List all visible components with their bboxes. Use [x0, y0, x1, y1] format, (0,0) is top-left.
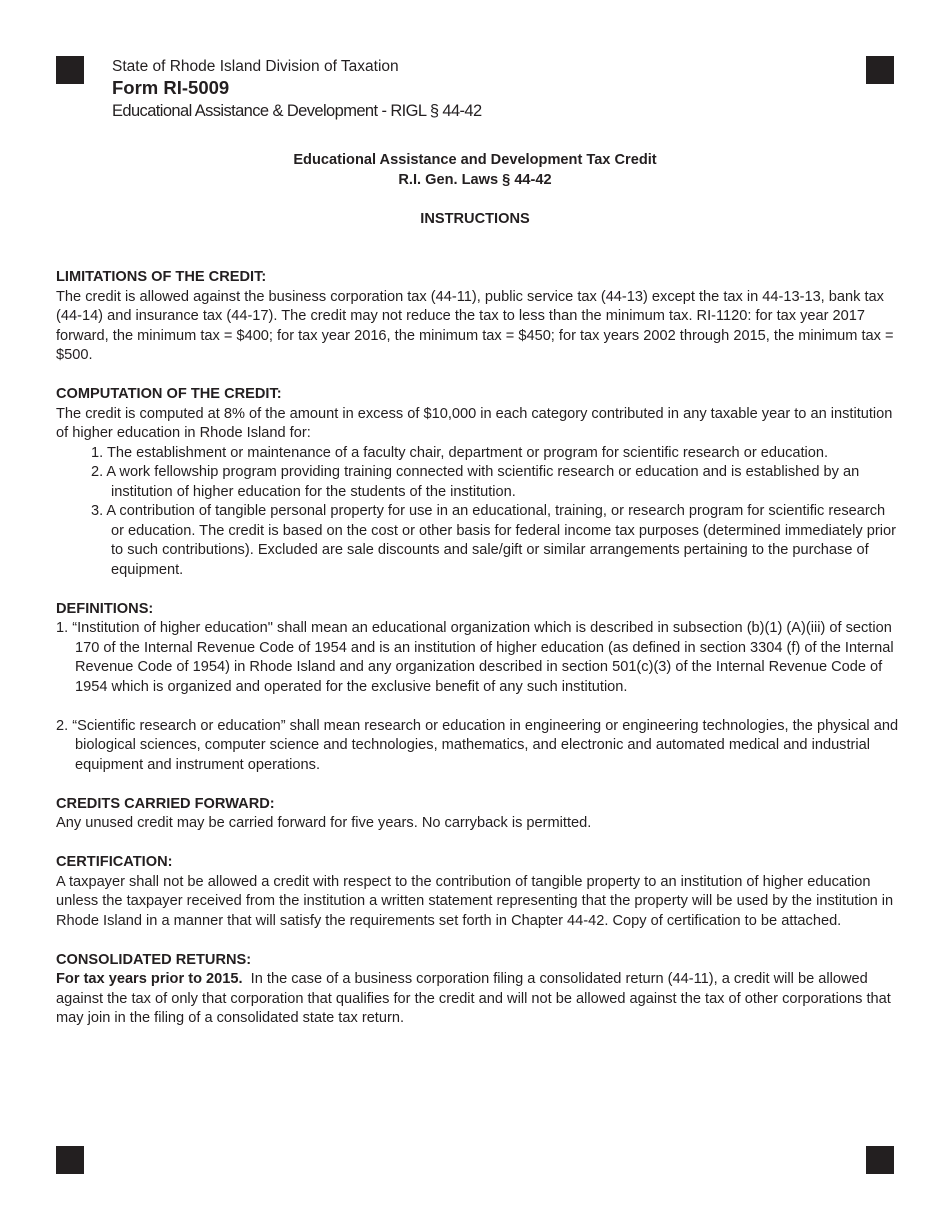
section-certification	[56, 853, 901, 931]
list-item: 1. “Institution of higher education" shall mean an educational organization which is described in subsection (b)(1) (A)(iii) of section 170 of the Internal Revenue Code of 1954 and is an institution of higher education (as defined in section 3304 (f) of the Internal Revenue Code of 1954) in Rhode Island and any organization described in section 501(c)(3) of the Internal Revenue Code of 1954 which is organized and operated for the exclusive benefit of any such institution.	[56, 620, 894, 695]
registration-mark-top-right	[866, 56, 894, 84]
section-heading: COMPUTATION OF THE CREDIT:	[56, 386, 282, 402]
section-text: The credit is computed at 8% of the amount in excess of $10,000 in each category contributed in any taxable year to an institution of higher education in Rhode Island for:	[56, 405, 893, 441]
section-heading: CREDITS CARRIED FORWARD:	[56, 795, 275, 812]
list-item: 2. “Scientific research or education” shall mean research or education in engineering or engineering technologies, the physical and biological sciences, computer science and technologies, mathematics, and electronic and automated medical and industrial equipment and instrument operations.	[56, 717, 899, 773]
section-limitations	[56, 268, 901, 366]
section-heading: CERTIFICATION:	[56, 854, 173, 870]
section-consolidated	[56, 951, 901, 1029]
body-text: In the case of a business corporation filing a consolidated return (44-11), a credit will be allowed against the tax of only that corporation that qualifies for the credit and will not be allowed against the tax of other corporations that may join in the filing of a consolidated state tax return.	[56, 971, 895, 1026]
registration-mark-top-left	[56, 56, 84, 84]
registration-mark-bottom-right	[866, 1146, 894, 1174]
section-text: Any unused credit may be carried forward for five years. No carryback is permitted.	[56, 815, 592, 831]
instructions-heading: INSTRUCTIONS	[420, 211, 530, 227]
section-text: A taxpayer shall not be allowed a credit with respect to the contribution of tangible property to an institution of higher education unless the taxpayer received from the institution a written statement representing that the property will be used by the institution in Rhode Island in a manner that will satisfy the requirements set forth in Chapter 44-42. Copy of certification to be attached.	[56, 873, 894, 929]
document-title	[0, 150, 950, 190]
section-text	[56, 970, 901, 1029]
section-definitions	[56, 600, 901, 776]
section-heading: CONSOLIDATED RETURNS:	[56, 951, 252, 968]
section-text: The credit is allowed against the business corporation tax (44-11), public service tax (44-13) except the tax in 44-13-13, bank tax (44-14) and insurance tax (44-17). The credit may not reduce the tax to less than the minimum tax. RI-1120: for tax year 2017 forward, the minimum tax = $400; for tax year 2016, the minimum tax = $450; for tax years 2002 through 2015, the minimum tax = $500.	[56, 288, 894, 363]
section-carryforward	[56, 795, 901, 834]
title-line-2: R.I. Gen. Laws § 44-42	[398, 172, 552, 188]
list-item: 2. A work fellowship program providing training connected with scientific research or education and is established by an institution of higher education for the students of the institution.	[91, 464, 860, 500]
agency-name: State of Rhode Island Division of Taxation	[112, 58, 399, 75]
form-header	[112, 57, 712, 122]
instructions-body	[56, 268, 901, 1048]
lead-text: For tax years prior to 2015.	[56, 971, 243, 987]
section-heading: LIMITATIONS OF THE CREDIT:	[56, 269, 267, 285]
section-computation	[56, 385, 901, 580]
title-line-1: Educational Assistance and Development Tax Credit	[293, 152, 657, 168]
form-title: Form RI-5009	[112, 77, 230, 98]
section-heading: DEFINITIONS:	[56, 600, 154, 617]
form-subtitle: Educational Assistance & Development - RIGL § 44-42	[112, 102, 482, 120]
registration-mark-bottom-left	[56, 1146, 84, 1174]
list-item: 1. The establishment or maintenance of a faculty chair, department or program for scientific research or education.	[91, 444, 829, 461]
list-item: 3. A contribution of tangible personal property for use in an educational, training, or research program for scientific research or education. The credit is based on the cost or other basis for federal income tax purposes (determined immediately prior to such contributions). Excluded are sale discounts and sale/gift or similar arrangements pertaining to the purchase of equipment.	[91, 503, 896, 578]
